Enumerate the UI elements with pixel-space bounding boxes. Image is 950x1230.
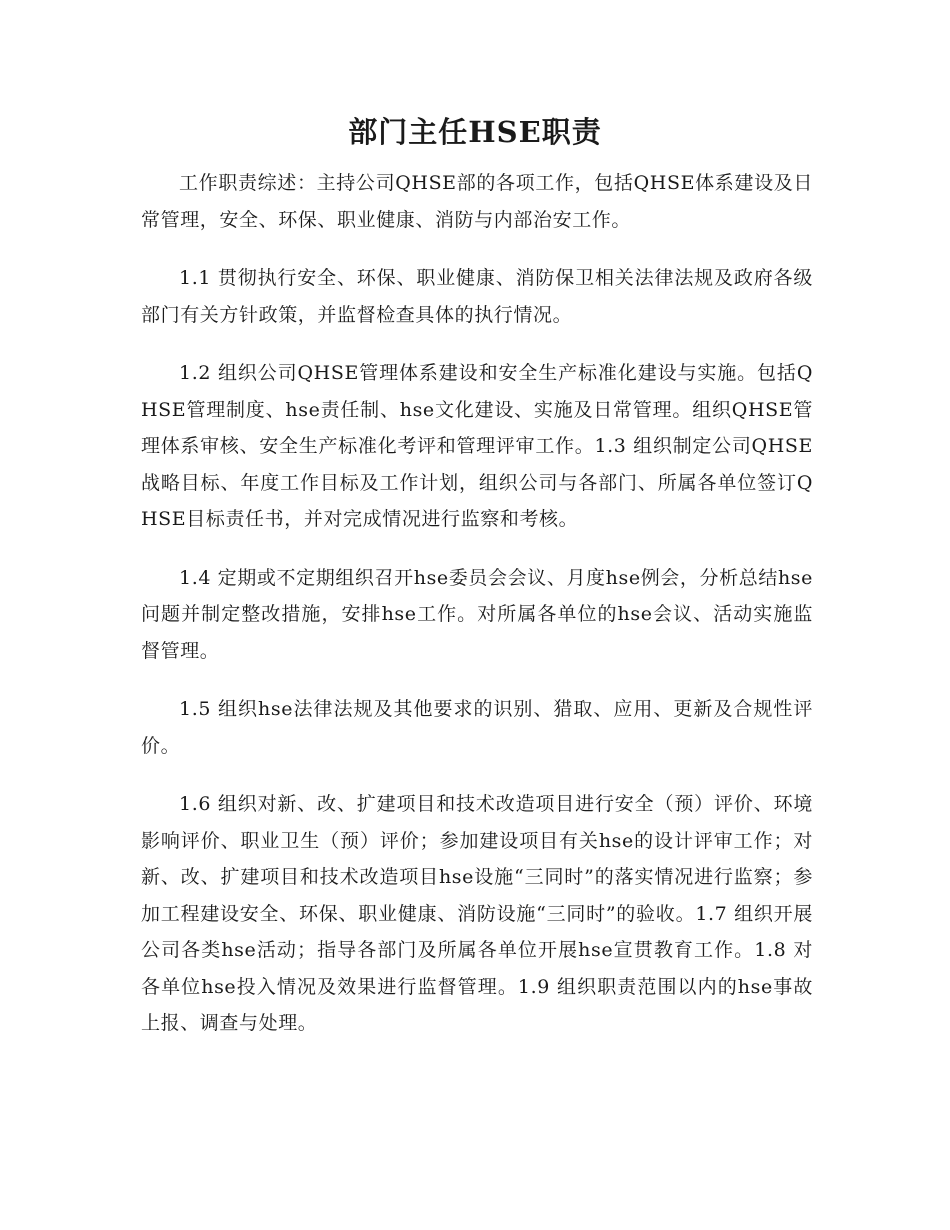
paragraph-1-6: 1.6 组织对新、改、扩建项目和技术改造项目进行安全（预）评价、环境影响评价、职业卫生（预）评价；参加建设项目有关hse的设计评审工作；对新、改、扩建项目和技术改造项目hse设施“三同时”的落实情况进行监察；参加工程建设安全、环保、职业健康、消防设施“三同时”的验收。1.7 组织开展公司各类hse活动；指导各部门及所属各单位开展hse宣贯教育工作。1.8 对各单位hse投入情况及效果进行监督管理。1.9 组织职责范围以内的hse事故上报、调查与处理。 <box>141 793 813 1034</box>
paragraph-1-4: 1.4 定期或不定期组织召开hse委员会会议、月度hse例会，分析总结hse问题并制定整改措施，安排hse工作。对所属各单位的hse会议、活动实施监督管理。 <box>141 566 813 662</box>
paragraph-1-2: 1.2 组织公司QHSE管理体系建设和安全生产标准化建设与实施。包括QHSE管理制度、hse责任制、hse文化建设、实施及日常管理。组织QHSE管理体系审核、安全生产标准化考评和管理评审工作。1.3 组织制定公司QHSE战略目标、年度工作目标及工作计划，组织公司与各部门、所属各单位签订QHSE目标责任书，并对完成情况进行监察和考核。 <box>141 362 813 530</box>
document-title: 部门主任HSE职责 <box>348 115 602 149</box>
paragraph-1-5: 1.5 组织hse法律法规及其他要求的识别、猎取、应用、更新及合规性评价。 <box>141 698 813 757</box>
paragraph-1-1: 1.1 贯彻执行安全、环保、职业健康、消防保卫相关法律法规及政府各级部门有关方针政策，并监督检查具体的执行情况。 <box>141 267 813 326</box>
paragraph-summary: 工作职责综述：主持公司QHSE部的各项工作，包括QHSE体系建设及日常管理，安全、环保、职业健康、消防与内部治安工作。 <box>141 172 813 231</box>
document-body <box>141 165 813 1064</box>
